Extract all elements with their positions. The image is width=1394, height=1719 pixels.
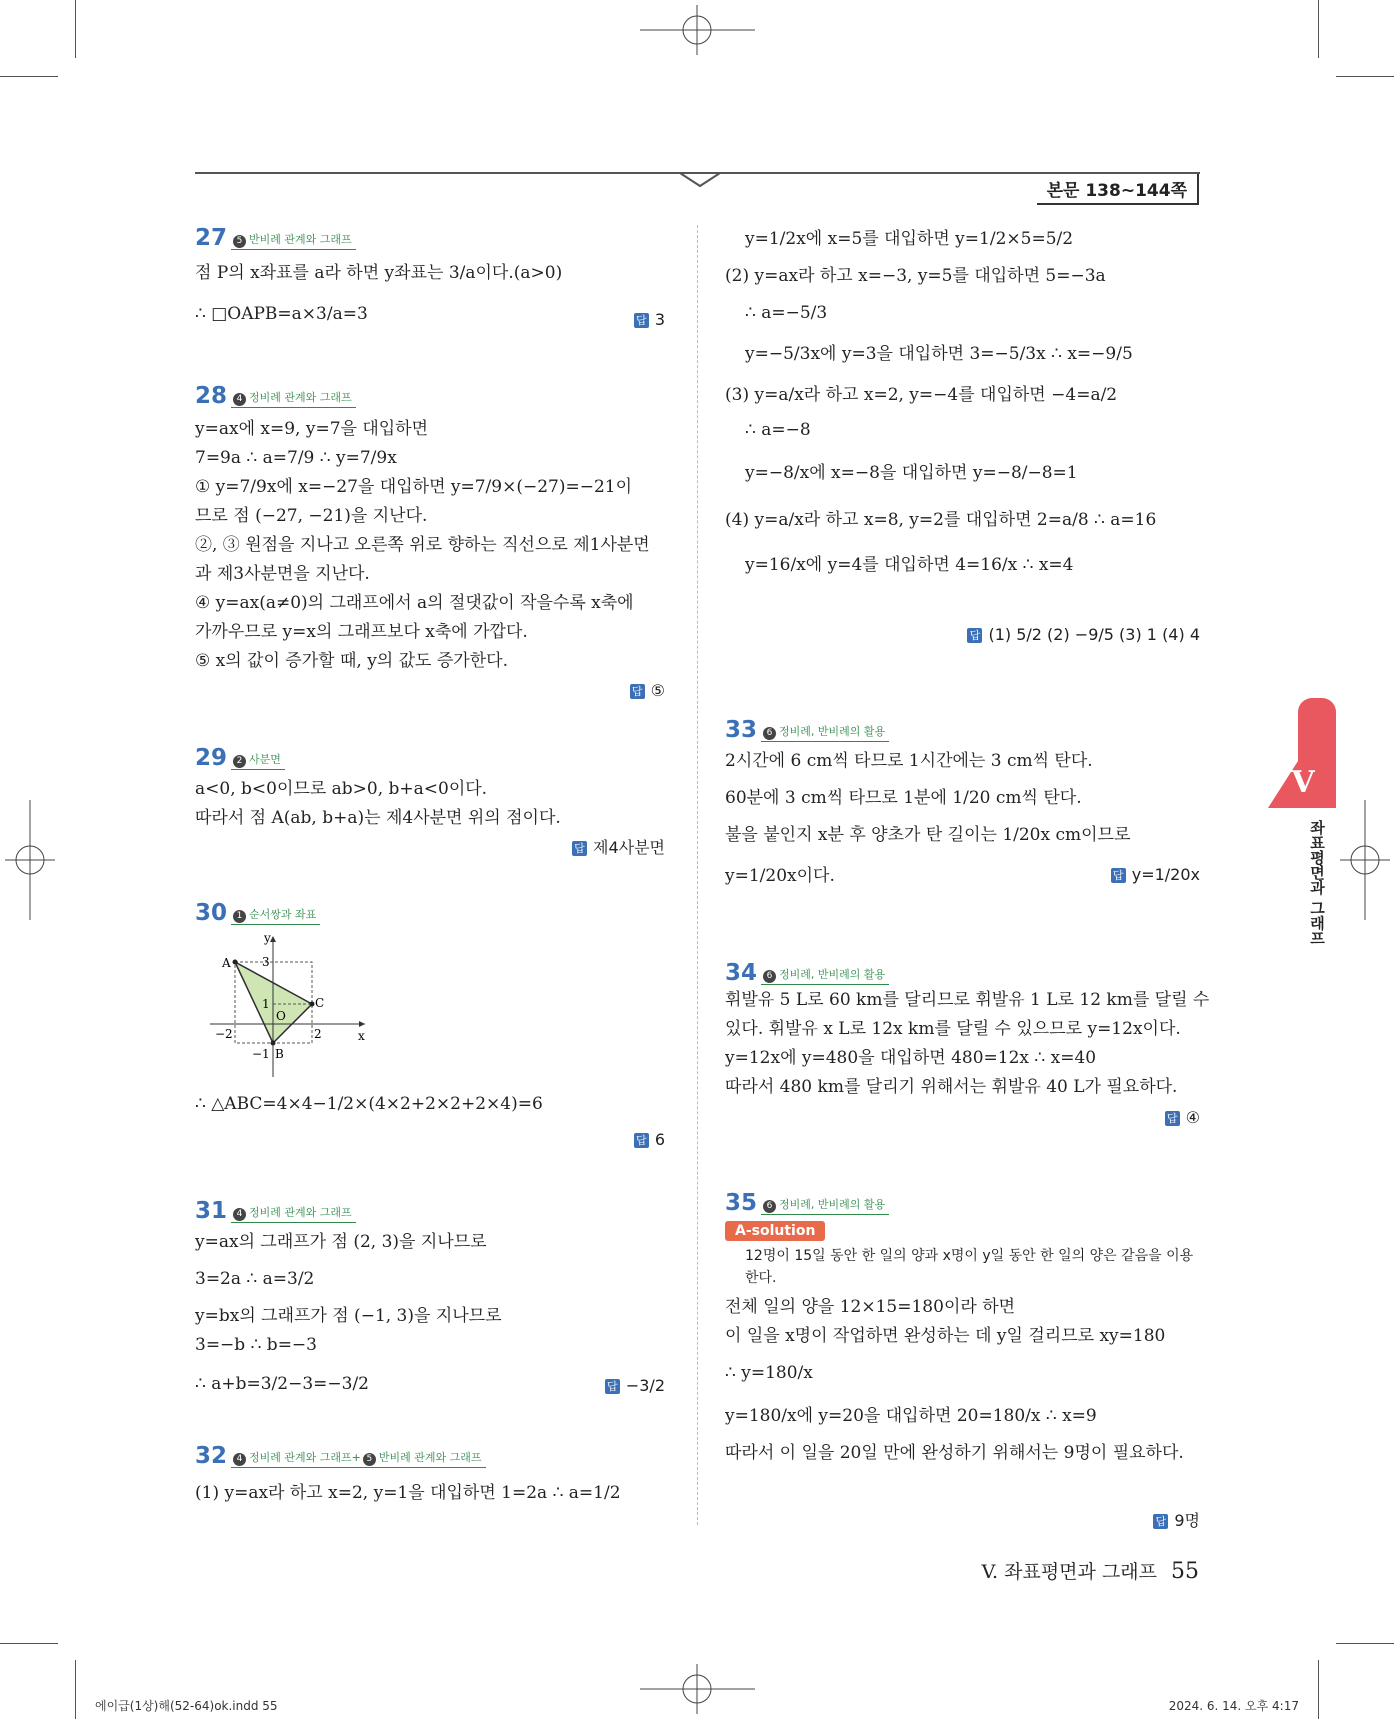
solution-line: 따라서 점 A(ab, b+a)는 제4사분면 위의 점이다.: [195, 808, 561, 828]
answer-badge-icon: 답: [634, 1133, 649, 1148]
solution-line: 가까우므로 y=x의 그래프보다 x축에 가깝다.: [195, 622, 528, 642]
topic-tag: 6 정비례, 반비례의 활용: [761, 723, 889, 742]
solution-line: 전체 일의 양을 12×15=180이라 하면: [725, 1297, 1016, 1317]
problem-number: 27: [195, 225, 228, 251]
solution-line: ②, ③ 원점을 지나고 오른쪽 위로 향하는 직선으로 제1사분면: [195, 535, 650, 555]
problem-34: [725, 960, 1210, 1127]
answer: 답 제4사분면: [572, 835, 665, 858]
solution-line: 있다. 휘발유 x L로 12x km를 달릴 수 있으므로 y=12x이다.: [725, 1019, 1181, 1039]
axis-label-y: y: [264, 932, 271, 945]
topic-tag: 5 반비례 관계와 그래프: [231, 231, 356, 250]
crop-mark: [1336, 76, 1394, 77]
problem-number: 28: [195, 383, 228, 409]
tick-label: 2: [314, 1027, 322, 1041]
solution-line: 3=2a ∴ a=3/2: [195, 1269, 315, 1289]
topic-tag: 4 정비례 관계와 그래프: [231, 389, 356, 408]
answer-badge-icon: 답: [1153, 1514, 1168, 1529]
solution-line: 7=9a ∴ a=7/9 ∴ y=7/9x: [195, 448, 397, 468]
solution-line: 점 P의 x좌표를 a라 하면 y좌표는 3/a이다.(a>0): [195, 263, 563, 283]
solution-line: 2시간에 6 cm씩 타므로 1시간에는 3 cm씩 탄다.: [725, 751, 1093, 771]
solution-line: y=ax에 x=9, y=7을 대입하면: [195, 419, 429, 439]
solution-line: y=16/x에 y=4를 대입하면 4=16/x ∴ x=4: [745, 555, 1074, 575]
axis-label-x: x: [358, 1029, 365, 1043]
answer: 답 9명: [1153, 1508, 1200, 1531]
problem-32-continued: [725, 225, 1200, 644]
problem-29: [195, 745, 665, 857]
point-label-b: B: [275, 1047, 284, 1061]
problem-31: [195, 1198, 665, 1399]
answer-badge-icon: 답: [1111, 868, 1126, 883]
point-label-c: C: [315, 996, 325, 1010]
answer-badge-icon: 답: [605, 1379, 620, 1394]
answer-badge-icon: 답: [1165, 1111, 1180, 1126]
topic-tag: 6 정비례, 반비례의 활용: [761, 966, 889, 985]
problem-35: [725, 1190, 1200, 1530]
solution-line: 불을 붙인지 x분 후 양초가 탄 길이는 1/20x cm이므로: [725, 825, 1131, 845]
answer: 답 6: [634, 1130, 665, 1149]
problem-number: 30: [195, 900, 228, 926]
print-slug-file: 에이급(1상)해(52-64)ok.indd 55: [95, 1699, 278, 1713]
problem-27: [195, 225, 665, 329]
solution-line: ⑤ x의 값이 증가할 때, y의 값도 증가한다.: [195, 651, 508, 671]
registration-mark-right: [1340, 800, 1390, 920]
answer-badge-icon: 답: [572, 841, 587, 856]
solution-line: 므로 점 (−27, −21)을 지난다.: [195, 506, 428, 526]
answer: 답 ④: [1165, 1108, 1200, 1127]
page-footer: [982, 1557, 1199, 1584]
crop-mark: [75, 0, 76, 58]
topic-tag: 1 순서쌍과 좌표: [231, 906, 320, 925]
point-label-a: A: [222, 956, 231, 970]
crop-mark: [0, 76, 58, 77]
answer: 답 y=1/20x: [1111, 865, 1200, 884]
answer: 답 3: [634, 310, 665, 329]
topic-tag: 4 정비례 관계와 그래프+ 5 반비례 관계와 그래프: [231, 1449, 486, 1468]
problem-28: [195, 383, 665, 700]
solution-line: 따라서 이 일을 20일 만에 완성하기 위해서는 9명이 필요하다.: [725, 1443, 1184, 1463]
answer-badge-icon: 답: [630, 684, 645, 699]
header-notch: [680, 172, 720, 188]
solution-line: ∴ □OAPB=a×3/a=3: [195, 304, 368, 324]
solution-line: y=−5/3x에 y=3을 대입하면 3=−5/3x ∴ x=−9/5: [745, 344, 1133, 364]
crop-mark: [1336, 1643, 1394, 1644]
topic-tag: 4 정비례 관계와 그래프: [231, 1204, 356, 1223]
footer-chapter: V. 좌표평면과 그래프: [981, 1561, 1157, 1583]
problem-number: 29: [195, 745, 228, 771]
solution-line: y=−8/x에 x=−8을 대입하면 y=−8/−8=1: [745, 463, 1078, 483]
hint-line: 12명이 15일 동안 한 일의 양과 x명이 y일 동안 한 일의 양은 같음을 이용: [745, 1248, 1194, 1264]
problem-number: 34: [725, 960, 758, 986]
solution-line: (2) y=ax라 하고 x=−3, y=5를 대입하면 5=−3a: [725, 266, 1106, 286]
tick-label: −1: [252, 1047, 270, 1061]
a-solution-badge: A-solution: [725, 1221, 825, 1241]
solution-line: y=12x에 y=480을 대입하면 480=12x ∴ x=40: [725, 1048, 1097, 1068]
solution-line: 3=−b ∴ b=−3: [195, 1335, 317, 1355]
solution-line: ∴ a+b=3/2−3=−3/2: [195, 1374, 369, 1394]
problem-33: [725, 717, 1200, 891]
solution-line: (4) y=a/x라 하고 x=8, y=2를 대입하면 2=a/8 ∴ a=16: [725, 510, 1157, 530]
crop-mark: [1318, 0, 1319, 58]
solution-line: 60분에 3 cm씩 타므로 1분에 1/20 cm씩 탄다.: [725, 788, 1082, 808]
registration-mark-bottom: [640, 1664, 755, 1714]
solution-line: y=ax의 그래프가 점 (2, 3)을 지나므로: [195, 1232, 487, 1252]
solution-line: y=180/x에 y=20을 대입하면 20=180/x ∴ x=9: [725, 1406, 1097, 1426]
page-number: 55: [1171, 1559, 1199, 1584]
tick-label: 1: [262, 997, 270, 1011]
solution-line: (3) y=a/x라 하고 x=2, y=−4를 대입하면 −4=a/2: [725, 385, 1118, 405]
solution-line: ① y=7/9x에 x=−27을 대입하면 y=7/9×(−27)=−21이: [195, 477, 633, 497]
problem-32: [195, 1443, 685, 1508]
solution-line: 이 일을 x명이 작업하면 완성하는 데 y일 걸리므로 xy=180: [725, 1326, 1166, 1346]
answer-badge-icon: 답: [967, 628, 982, 643]
coordinate-graph: [210, 932, 380, 1082]
crop-mark: [0, 1643, 58, 1644]
problem-number: 33: [725, 717, 758, 743]
chapter-title-vertical: 좌표평면과 그래프: [1308, 820, 1326, 946]
hint-line: 한다.: [745, 1270, 777, 1286]
solution-line: y=bx의 그래프가 점 (−1, 3)을 지나므로: [195, 1306, 502, 1326]
answer-badge-icon: 답: [634, 313, 649, 328]
problem-number: 35: [725, 1190, 758, 1216]
topic-tag: 6 정비례, 반비례의 활용: [761, 1196, 889, 1215]
crop-mark: [75, 1660, 76, 1719]
topic-tag: 2 사분면: [231, 751, 285, 770]
answer: 답 −3/2: [605, 1376, 665, 1395]
page-range-label: 본문 138~144쪽: [1037, 174, 1199, 205]
solution-line: ∴ y=180/x: [725, 1363, 813, 1383]
solution-line: y=1/20x이다.: [725, 866, 835, 886]
registration-mark-left: [5, 800, 55, 920]
print-slug-date: 2024. 6. 14. 오후 4:17: [1168, 1699, 1299, 1713]
solution-line: ∴ a=−8: [745, 420, 811, 440]
solution-line: 과 제3사분면을 지난다.: [195, 564, 370, 584]
solution-line: ④ y=ax(a≠0)의 그래프에서 a의 절댓값이 작을수록 x축에: [195, 593, 634, 613]
problem-30: [195, 900, 665, 1149]
crop-mark: [1318, 1660, 1319, 1719]
tick-label: 3: [262, 955, 270, 969]
solution-line: a<0, b<0이므로 ab>0, b+a<0이다.: [195, 779, 488, 799]
answer: 답 (1) 5/2 (2) −9/5 (3) 1 (4) 4: [967, 625, 1200, 644]
solution-line: (1) y=ax라 하고 x=2, y=1을 대입하면 1=2a ∴ a=1/2: [195, 1483, 621, 1503]
chapter-roman-numeral: V: [1291, 765, 1315, 800]
origin-label: O: [276, 1009, 286, 1023]
tick-label: −2: [215, 1027, 233, 1041]
problem-number: 32: [195, 1443, 228, 1469]
solution-line: 휘발유 5 L로 60 km를 달리므로 휘발유 1 L로 12 km를 달릴 수: [725, 990, 1210, 1010]
problem-number: 31: [195, 1198, 228, 1224]
solution-line: ∴ a=−5/3: [745, 303, 828, 323]
registration-mark-top: [640, 5, 755, 55]
column-divider: [697, 225, 698, 1525]
solution-line: y=1/2x에 x=5를 대입하면 y=1/2×5=5/2: [745, 229, 1074, 249]
answer: 답 ⑤: [630, 681, 665, 700]
solution-line: ∴ △ABC=4×4−1/2×(4×2+2×2+2×4)=6: [195, 1094, 543, 1114]
solution-line: 따라서 480 km를 달리기 위해서는 휘발유 40 L가 필요하다.: [725, 1077, 1178, 1097]
